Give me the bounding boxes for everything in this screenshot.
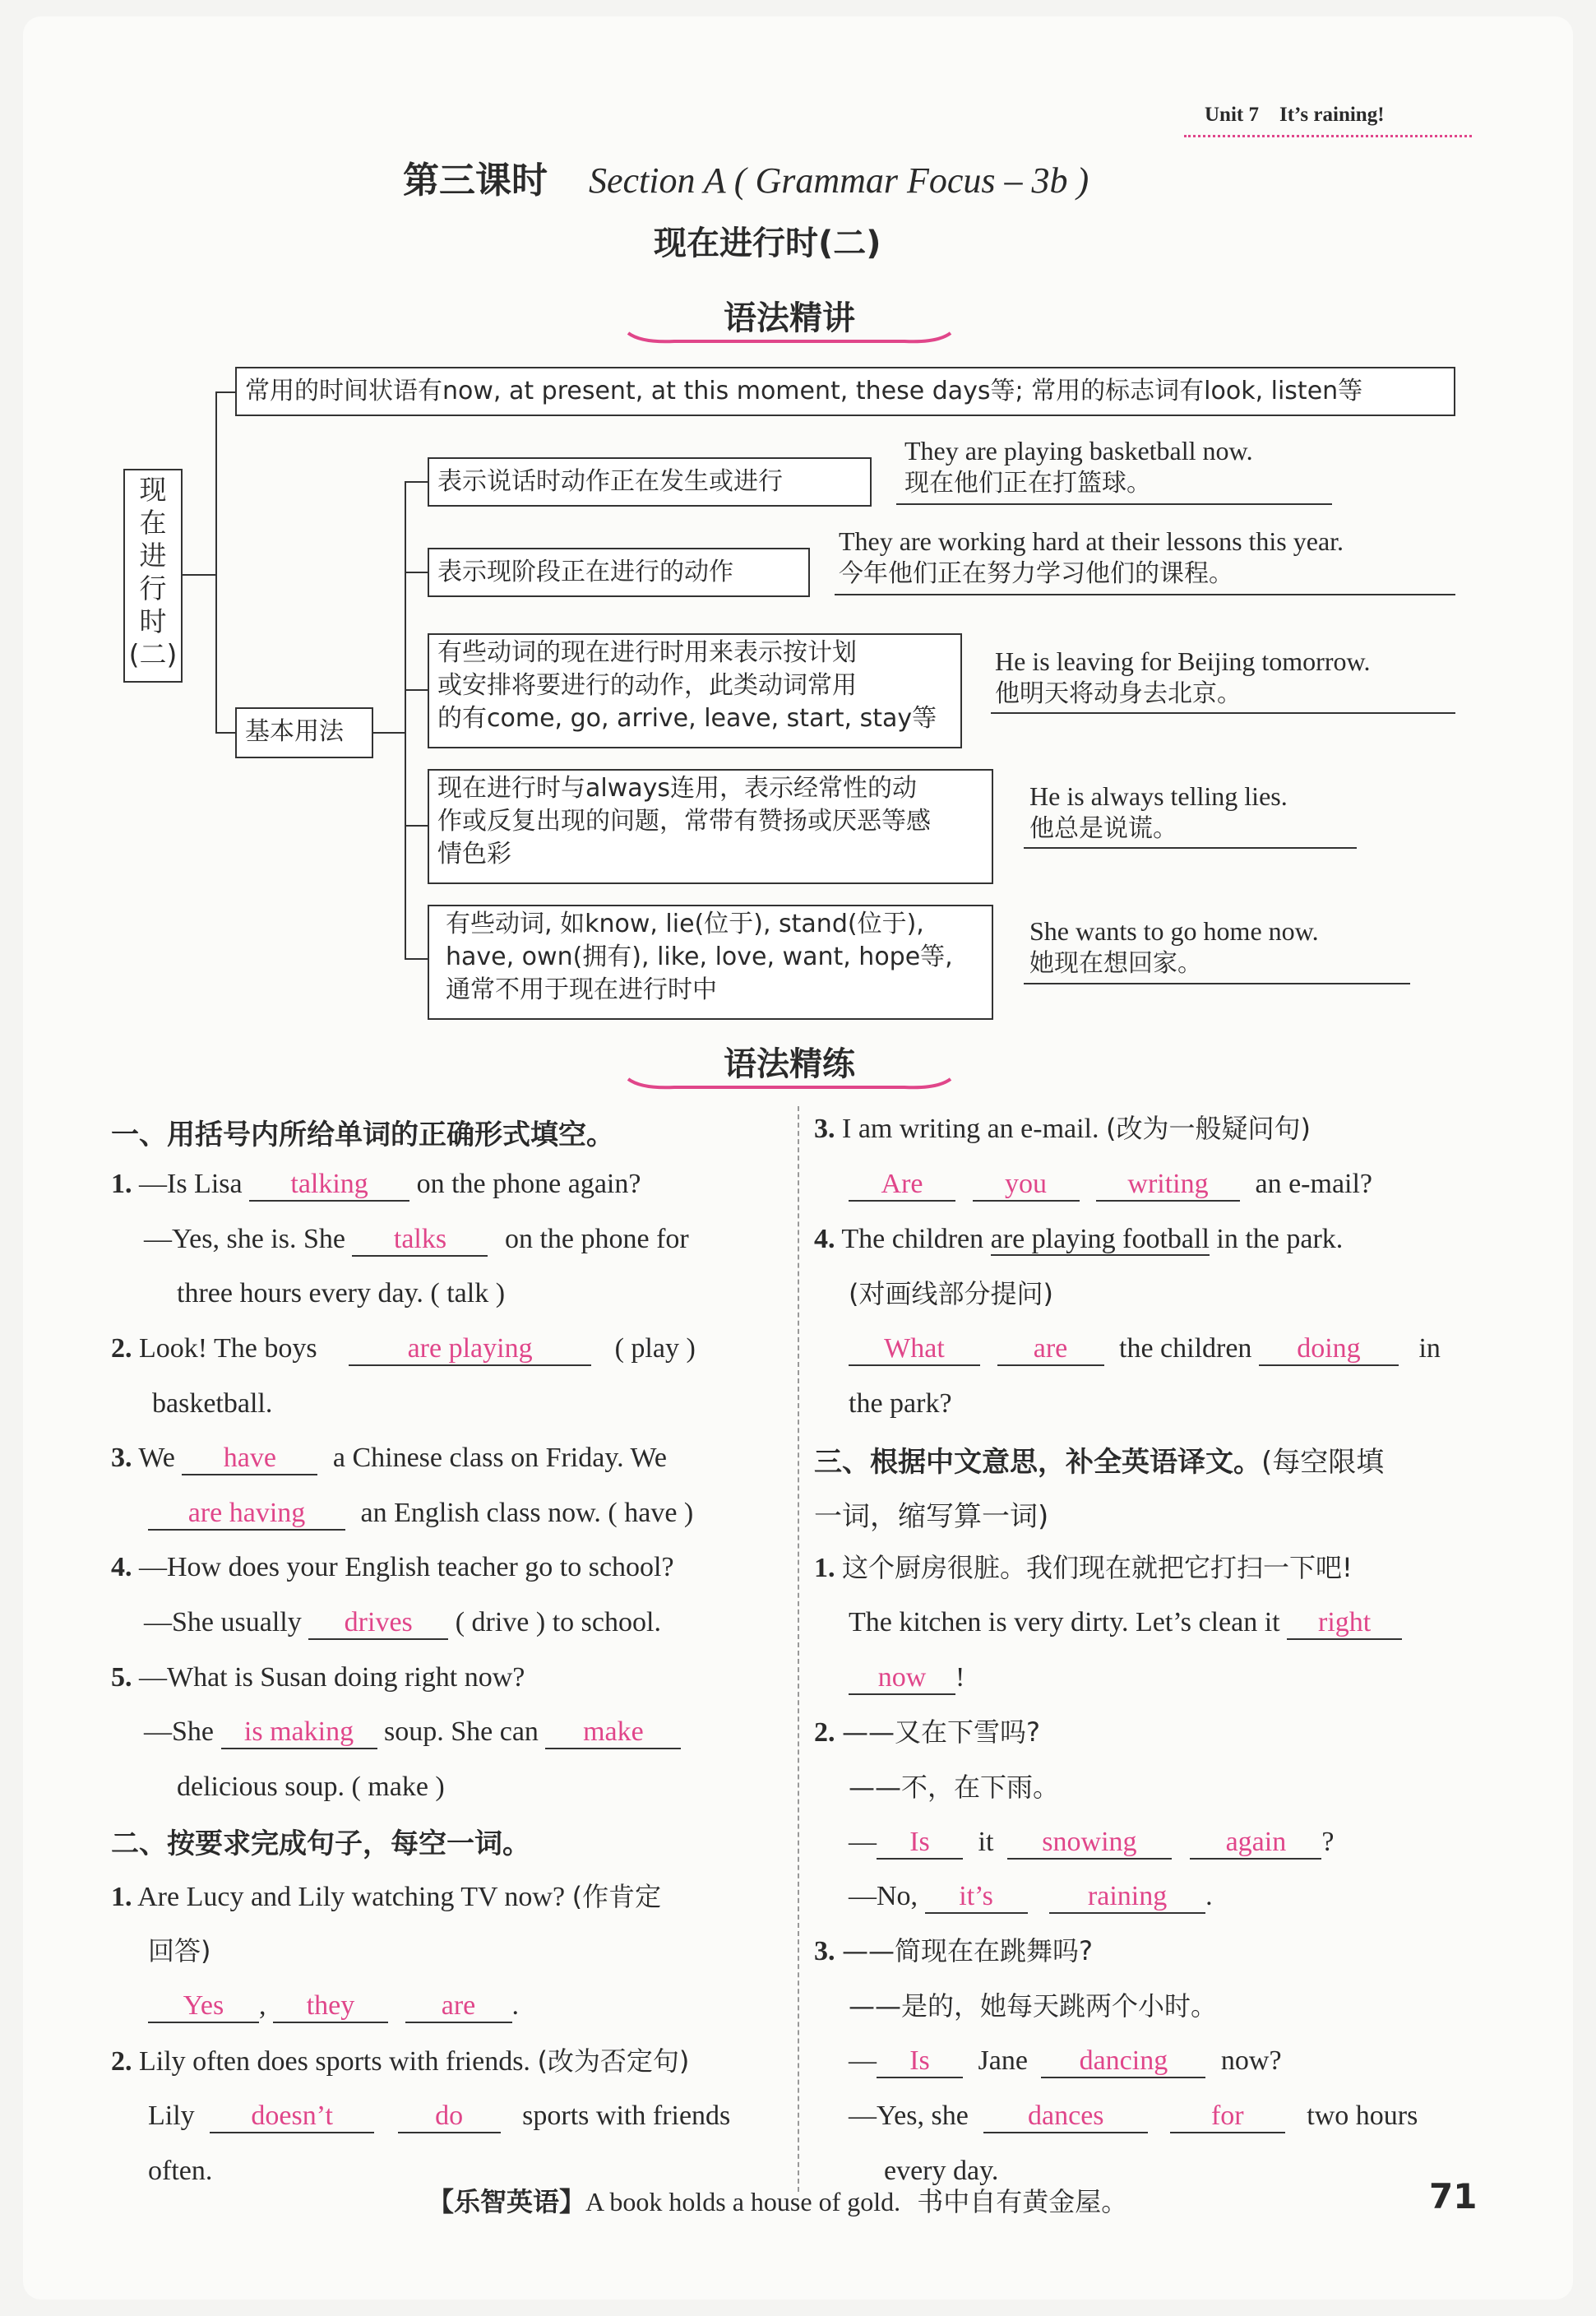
usage-text: 表示现阶段正在进行的动作 [437,558,733,586]
lesson-title [403,151,1089,203]
answer-blank[interactable]: make [545,1716,681,1749]
connector [215,391,217,734]
p3-q2-line1 [814,1714,1040,1751]
answer-blank[interactable]: do [398,2101,501,2133]
lesson-subtitle: 现在进行时(二) [654,225,881,262]
answer-blank[interactable]: are having [148,1498,345,1531]
usage-box [428,769,993,884]
usage-box [428,457,872,507]
answer-blank[interactable]: writing [1096,1169,1240,1202]
unit-title: It’s raining! [1279,104,1385,126]
q-text: —Is Lisa [139,1169,243,1199]
page-number: 71 [1429,2176,1478,2216]
root-char: 现 [139,474,167,506]
q-text: —How does your English teacher go to school? [139,1552,674,1582]
p3-q1-line3 [849,1660,965,1696]
usage-text: 现在进行时与always连用，表示经常性的动 [437,774,918,803]
q-instruction: (改为一般疑问句) [1106,1113,1311,1144]
root-char: (二) [128,638,178,670]
section-banner-practice [625,1038,954,1087]
q-text: ? [1321,1827,1335,1857]
p1-q1-line1 [111,1166,641,1202]
answer-blank[interactable]: they [273,1990,388,2023]
usage-example [974,645,1371,711]
connector [405,481,406,958]
p1-q5-line1 [111,1660,525,1696]
connector [373,732,405,734]
example-cn: 今年他们正在努力学习他们的课程。 [839,559,1233,588]
q-chinese: ——又在下雪吗? [842,1716,1040,1748]
example-en: He is leaving for Beijing tomorrow. [995,646,1371,676]
example-underline [835,594,1455,595]
answer-blank[interactable]: Is [877,1827,963,1860]
answer-blank[interactable]: are [405,1990,512,2023]
q-text: —What is Susan doing right now? [139,1662,525,1693]
q-text: —She [144,1716,214,1747]
p2-q3-line1 [814,1110,1311,1147]
part3-heading [814,1439,1384,1480]
part3-note: (每空限填 [1261,1446,1385,1479]
answer-blank[interactable]: you [973,1169,1080,1202]
example-cn: 他总是说谎。 [1029,814,1177,843]
q-instruction: (作肯定 [571,1881,662,1912]
answer-blank[interactable]: again [1190,1827,1321,1860]
q-number: 5. [111,1662,132,1693]
answer-blank[interactable]: now [849,1662,955,1695]
p3-q1-line2 [849,1605,1402,1641]
mindmap-top-note: 常用的时间状语有now, at present, at this moment, these days等; 常用的标志词有look, listen等 [235,367,1455,416]
usage-text: 有些动词的现在进行时用来表示按计划 [437,638,857,667]
example-cn: 现在他们正在打篮球。 [904,469,1151,498]
answer-blank[interactable]: talks [352,1224,488,1257]
part1-heading: 一、用括号内所给单词的正确形式填空。 [111,1119,614,1151]
q-text: sports with friends [522,2101,731,2131]
p1-q2-line2: basketball. [152,1388,273,1419]
connector [405,572,428,573]
answer-blank[interactable]: doing [1259,1333,1399,1366]
p2-q1-line3: Yes , they are . [148,1988,519,2024]
unit-number: Unit 7 [1205,104,1259,126]
answer-blank[interactable]: right [1287,1607,1402,1640]
p2-q4-line1 [814,1221,1343,1258]
q-text: —No, [849,1881,918,1911]
answer-blank[interactable]: drives [308,1607,448,1640]
example-underline [1024,847,1357,849]
usage-text: 的有come, go, arrive, leave, start, stay等 [437,704,937,733]
banner-underline-icon [625,330,954,346]
connector [215,391,235,393]
p2-q1-line1 [111,1878,661,1915]
connector [183,574,217,576]
p2-q2-line1 [111,2043,689,2080]
connector [215,732,235,734]
q-text: The children [841,1224,984,1254]
section-label: 语法精讲 [724,299,855,337]
q-chinese: 这个厨房很脏。我们现在就把它打扫一下吧! [842,1552,1353,1583]
q-text: . [1205,1881,1213,1911]
q-text: soup. She can [384,1716,539,1747]
example-underline [1024,983,1410,984]
q-text: an English class now. ( have ) [360,1498,694,1528]
usage-example [818,525,1344,591]
q-text: —Yes, she is. She [144,1224,345,1254]
example-cn: 他明天将动身去北京。 [995,679,1242,708]
p1-q3-line2 [148,1495,693,1531]
q-text: The kitchen is very dirty. Let’s clean it [849,1607,1280,1637]
answer-blank[interactable]: doesn’t [210,2101,374,2133]
p1-q4-line2 [144,1605,661,1641]
answer-blank[interactable]: have [182,1443,317,1475]
p2-q3-line2 [849,1166,1372,1202]
p3-q3-line3: — Is Jane dancing now? [849,2043,1282,2079]
part3-title: 三、根据中文意思，补全英语译文。 [814,1446,1261,1479]
example-en: They are working hard at their lessons this year. [839,526,1344,556]
section-label: 语法精练 [724,1045,855,1083]
p3-q3-line5: every day. [884,2156,999,2186]
p3-q3-line2 [849,1988,1217,2025]
connector [405,958,428,960]
q-text: now? [1220,2045,1282,2076]
q-text: Lily often does sports with friends. [139,2046,530,2077]
banner-underline-icon [625,1076,954,1092]
p2-q2-line3: often. [148,2156,213,2186]
q-text: ( drive ) to school. [455,1607,661,1637]
q-chinese: ——不，在下雨。 [849,1772,1060,1803]
p2-q4-line3 [849,1331,1441,1367]
q-text: I am writing an e-mail. [842,1114,1099,1144]
q-number: 3. [814,1936,835,1966]
p3-q2-line3: — Is it snowing again ? [849,1824,1335,1860]
p1-q2-line1 [111,1331,696,1367]
p1-q1-line3: three hours every day. ( talk ) [177,1278,506,1309]
q-chinese: ——是的，她每天跳两个小时。 [849,1990,1218,2022]
q-text: ! [955,1662,965,1693]
q-number: 4. [814,1224,835,1254]
mindmap-root [123,469,183,683]
q-number: 1. [111,1882,132,1912]
usage-text: 通常不用于现在进行时中 [446,975,717,1004]
usage-example [1005,915,1319,980]
p1-q1-line2 [144,1221,689,1258]
header-divider [1184,135,1472,137]
p1-q5-line2 [144,1714,681,1750]
answer-blank[interactable]: Are [849,1169,955,1202]
p1-q3-line1 [111,1440,667,1476]
example-en: They are playing basketball now. [904,436,1253,466]
q-text: —Yes, she [849,2101,969,2131]
connector [405,825,428,827]
usage-text: 作或反复出现的问题，常带有赞扬或厌恶等感 [437,807,931,836]
answer-blank[interactable]: Is [877,2045,963,2078]
unit-header [1205,104,1385,127]
q-number: 2. [111,2046,132,2077]
q-text: in the park. [1216,1224,1344,1254]
underlined-phrase: are playing football [990,1224,1210,1254]
q-text: two hours [1307,2101,1418,2131]
usage-text: 或安排将要进行的动作，此类动词常用 [437,671,857,700]
answer-blank[interactable]: What [849,1333,980,1366]
q-text: an e-mail? [1255,1169,1373,1199]
answer-blank[interactable]: dancing [1041,2045,1205,2078]
p1-q5-line3: delicious soup. ( make ) [177,1772,445,1802]
mindmap-usage-label: 基本用法 [235,707,373,758]
root-char: 进 [139,540,167,572]
q-number: 4. [111,1552,132,1582]
q-number: 2. [111,1333,132,1364]
footer [428,2181,1127,2219]
p1-q4-line1 [111,1549,674,1586]
root-char: 在 [139,507,167,539]
q-text: the children [1119,1333,1252,1364]
p3-q2-line4 [849,1878,1213,1915]
usage-box [428,633,962,748]
q-text: —She usually [144,1607,302,1637]
usage-text: 表示说话时动作正在发生或进行 [437,467,783,496]
answer-blank[interactable]: are [997,1333,1104,1366]
q-instruction: (改为否定句) [537,2045,690,2077]
example-en: He is always telling lies. [1029,781,1288,811]
root-char: 时 [139,605,167,637]
column-divider [798,1106,799,2192]
example-underline [896,503,1332,505]
q-number: 3. [814,1114,835,1144]
p2-q4-line4: the park? [849,1388,952,1419]
connector [405,481,428,483]
p3-q1-line1 [814,1549,1353,1586]
q-text: Jane [978,2045,1028,2076]
usage-text: 情色彩 [437,840,511,868]
example-underline [991,712,1455,714]
q-text: on the phone again? [416,1169,641,1199]
part2-heading: 二、按要求完成句子，每空一词。 [111,1827,530,1860]
root-char: 行 [139,572,167,604]
q-number: 2. [814,1717,835,1748]
connector [405,689,428,691]
p2-q1-line2 [148,1933,211,1970]
q-text: Are Lucy and Lily watching TV now? [137,1882,566,1912]
answer-blank[interactable]: Yes [148,1990,259,2023]
q-chinese: ——简现在在跳舞吗? [842,1935,1093,1966]
usage-example [1005,780,1288,845]
answer-blank[interactable]: dances [983,2101,1148,2133]
q-number: 1. [111,1169,132,1199]
q-text: Lily [148,2101,195,2131]
usage-example [878,434,1253,500]
p3-q3-line4 [849,2098,1418,2134]
q-text: Look! The boys [139,1333,317,1364]
answer-blank[interactable]: for [1170,2101,1285,2133]
lesson-section: Section A ( Grammar Focus – 3b ) [589,160,1089,201]
usage-text: have, own(拥有), like, love, want, hope等, [446,943,953,971]
usage-box [428,905,993,1020]
answer-blank[interactable]: it’s [925,1881,1028,1914]
answer-blank[interactable]: are playing [349,1333,591,1366]
p3-q2-line2 [849,1769,1059,1806]
q-text: in [1418,1333,1441,1364]
footer-brand: 【乐智英语】 [428,2186,586,2217]
usage-text: 有些动词, 如know, lie(位于), stand(位于), [446,910,924,938]
q-instruction: 回答) [148,1935,211,1966]
q-number: 1. [814,1553,835,1583]
q-text: We [138,1443,175,1473]
q-text: it [978,1827,994,1857]
part3-heading-cont: 一词，缩写算一词) [814,1500,1049,1533]
footer-motto: A book holds a house of gold. [585,2187,901,2216]
example-en: She wants to go home now. [1029,916,1319,946]
footer-motto-cn: 书中自有黄金屋。 [917,2186,1128,2217]
usage-box [428,548,810,597]
q-number: 3. [111,1443,132,1473]
answer-blank[interactable]: is making [221,1716,377,1749]
q-text: on the phone for [504,1224,689,1254]
q-instruction: (对画线部分提问) [849,1278,1053,1309]
answer-blank[interactable]: raining [1049,1881,1205,1914]
p2-q2-line2 [148,2098,730,2134]
p2-q4-line2 [849,1276,1053,1313]
section-banner-grammar [625,292,954,341]
example-cn: 她现在想回家。 [1029,949,1202,978]
p3-q3-line1 [814,1933,1093,1970]
lesson-period: 第三课时 [403,160,548,201]
answer-blank[interactable]: snowing [1007,1827,1172,1860]
q-text: a Chinese class on Friday. We [332,1443,667,1473]
q-text: ( play ) [614,1333,696,1364]
answer-blank[interactable]: talking [249,1169,409,1202]
